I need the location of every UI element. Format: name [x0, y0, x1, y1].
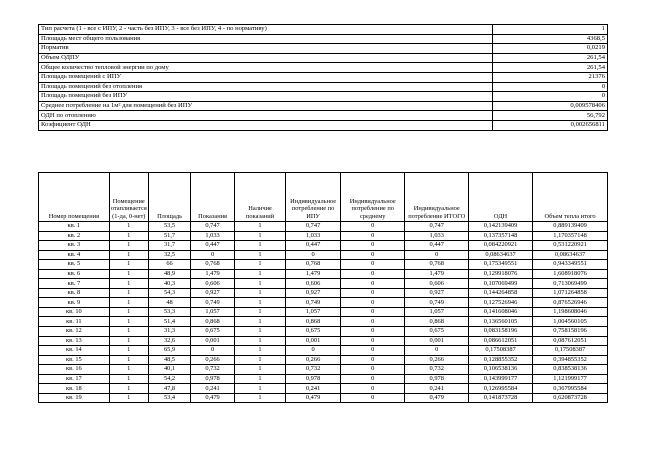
table-cell: кв. 3: [39, 241, 110, 251]
parameter-label: Тип расчета (1 - все с ИПУ, 2 - часть без ИПУ, 3 - все без ИПУ, 4 - по нормативу): [39, 25, 493, 35]
table-cell: 0,17508387: [533, 346, 608, 356]
column-header: Объем тепла итого: [533, 173, 608, 222]
table-cell: 0: [340, 317, 404, 327]
parameter-value: 261,54: [493, 63, 608, 73]
table-header-row: [39, 173, 608, 222]
table-cell: 0,447: [405, 241, 469, 251]
table-cell: 1: [109, 260, 148, 270]
table-row: [39, 327, 608, 337]
table-cell: 1: [234, 327, 285, 337]
table-cell: 1: [234, 231, 285, 241]
table-cell: 47,8: [148, 384, 191, 394]
parameter-label: Норматив: [39, 44, 493, 54]
table-cell: 1: [234, 307, 285, 317]
parameter-value: 21376: [493, 72, 608, 82]
table-cell: 31,7: [148, 241, 191, 251]
table-row: [39, 260, 608, 270]
table-cell: 0,086612051: [468, 336, 532, 346]
table-cell: 0,083158196: [468, 327, 532, 337]
column-header: ОДН: [468, 173, 532, 222]
parameter-row: [39, 82, 608, 92]
table-cell: 0: [405, 346, 469, 356]
table-cell: 1,033: [191, 231, 235, 241]
table-cell: 1: [109, 374, 148, 384]
table-cell: кв. 10: [39, 307, 110, 317]
table-cell: 1: [109, 241, 148, 251]
table-cell: кв. 2: [39, 231, 110, 241]
table-cell: 0,747: [405, 222, 469, 232]
table-cell: 0: [340, 269, 404, 279]
table-cell: 1: [109, 336, 148, 346]
table-cell: 31,3: [148, 327, 191, 337]
table-row: [39, 269, 608, 279]
table-cell: 48: [148, 298, 191, 308]
table-cell: 1,033: [405, 231, 469, 241]
table-cell: кв. 15: [39, 355, 110, 365]
parameter-label: Площадь помещений с ИПУ: [39, 72, 493, 82]
table-cell: кв. 7: [39, 279, 110, 289]
table-cell: 0,927: [191, 288, 235, 298]
parameter-value: 1: [493, 25, 608, 35]
parameter-value: 0,009578406: [493, 101, 608, 111]
table-cell: 0,868: [286, 317, 341, 327]
table-cell: 1,479: [286, 269, 341, 279]
column-header: Индивидуальное потребление по среднему: [340, 173, 404, 222]
table-cell: 0,107069499: [468, 279, 532, 289]
table-cell: 0,978: [286, 374, 341, 384]
table-cell: 1,479: [405, 269, 469, 279]
table-cell: 0,927: [286, 288, 341, 298]
table-cell: 1: [109, 355, 148, 365]
table-cell: 0: [340, 241, 404, 251]
table-cell: 1,170357148: [533, 231, 608, 241]
parameter-label: Объем ОДПУ: [39, 53, 493, 63]
table-row: [39, 222, 608, 232]
table-row: [39, 365, 608, 375]
table-cell: 0,927: [405, 288, 469, 298]
column-header: Индивидуальное потребление по ИПУ: [286, 173, 341, 222]
table-cell: 0,001: [286, 336, 341, 346]
table-cell: 1: [234, 241, 285, 251]
table-row: [39, 279, 608, 289]
table-cell: 1: [234, 288, 285, 298]
table-row: [39, 355, 608, 365]
table-cell: 1: [234, 393, 285, 403]
table-row: [39, 336, 608, 346]
table-cell: 0,175349551: [468, 260, 532, 270]
table-cell: 53,4: [148, 393, 191, 403]
table-cell: 66: [148, 260, 191, 270]
table-cell: 0,08634637: [468, 250, 532, 260]
table-cell: 0,084220921: [468, 241, 532, 251]
table-cell: 1: [234, 279, 285, 289]
table-cell: 0,394855352: [533, 355, 608, 365]
table-cell: кв. 17: [39, 374, 110, 384]
table-cell: 0,675: [405, 327, 469, 337]
table-cell: 0: [340, 374, 404, 384]
table-cell: 0,447: [286, 241, 341, 251]
table-cell: 0: [340, 307, 404, 317]
table-cell: 0,127526946: [468, 298, 532, 308]
table-cell: 1,057: [191, 307, 235, 317]
table-cell: 0,266: [191, 355, 235, 365]
table-cell: 0: [340, 298, 404, 308]
table-row: [39, 317, 608, 327]
table-cell: 0,126995584: [468, 384, 532, 394]
column-header: Помещение отапливается (1-да, 0-нет): [109, 173, 148, 222]
table-cell: 0,128855352: [468, 355, 532, 365]
table-cell: 0,241: [405, 384, 469, 394]
table-cell: 0,531220921: [533, 241, 608, 251]
table-cell: кв. 12: [39, 327, 110, 337]
table-cell: 0: [340, 279, 404, 289]
table-cell: 0,001: [191, 336, 235, 346]
table-cell: кв. 9: [39, 298, 110, 308]
table-row: [39, 250, 608, 260]
column-header: Показания: [191, 173, 235, 222]
table-cell: 0: [340, 231, 404, 241]
parameter-label: ОДН по отоплению: [39, 111, 493, 121]
parameter-label: Площадь помещений без отопления: [39, 82, 493, 92]
table-cell: 0,479: [405, 393, 469, 403]
table-cell: 1: [234, 317, 285, 327]
parameter-row: [39, 63, 608, 73]
parameter-value: 0: [493, 82, 608, 92]
table-cell: 0: [286, 346, 341, 356]
table-cell: кв. 1: [39, 222, 110, 232]
table-cell: 0,479: [191, 393, 235, 403]
table-cell: 0: [340, 365, 404, 375]
table-cell: 0,141608046: [468, 307, 532, 317]
table-cell: 0: [340, 336, 404, 346]
table-cell: 0: [405, 250, 469, 260]
parameter-label: Площадь помещений без ИПУ: [39, 92, 493, 102]
parameter-row: [39, 72, 608, 82]
table-row: [39, 231, 608, 241]
table-cell: 1: [109, 250, 148, 260]
parameter-value: 0,0219: [493, 44, 608, 54]
table-cell: 40,3: [148, 279, 191, 289]
table-cell: 54,2: [148, 374, 191, 384]
table-cell: 0,141873728: [468, 393, 532, 403]
table-cell: 0,241: [286, 384, 341, 394]
table-cell: 0: [340, 260, 404, 270]
table-cell: 1,121999177: [533, 374, 608, 384]
table-cell: 0,129918076: [468, 269, 532, 279]
table-cell: 65,9: [148, 346, 191, 356]
table-cell: 0,241: [191, 384, 235, 394]
table-cell: 1: [109, 365, 148, 375]
table-cell: 0,943349551: [533, 260, 608, 270]
table-cell: 48,5: [148, 355, 191, 365]
table-cell: кв. 11: [39, 317, 110, 327]
table-cell: 1,479: [191, 269, 235, 279]
table-cell: 0: [191, 250, 235, 260]
table-cell: 0,144264858: [468, 288, 532, 298]
column-header: Индивидуальное потребление ИТОГО: [405, 173, 469, 222]
table-row: [39, 384, 608, 394]
parameter-value: 4368,5: [493, 34, 608, 44]
table-cell: 1: [234, 384, 285, 394]
table-cell: 0,978: [405, 374, 469, 384]
table-cell: кв. 18: [39, 384, 110, 394]
table-cell: 0,713069499: [533, 279, 608, 289]
table-cell: 1,198608046: [533, 307, 608, 317]
table-cell: 1: [234, 269, 285, 279]
table-cell: 0,606: [191, 279, 235, 289]
table-cell: 0,868: [191, 317, 235, 327]
table-cell: 1: [109, 298, 148, 308]
table-cell: 0,978: [191, 374, 235, 384]
table-cell: 51,4: [148, 317, 191, 327]
table-cell: 0,732: [286, 365, 341, 375]
table-cell: 0,747: [286, 222, 341, 232]
table-row: [39, 307, 608, 317]
column-header: Номер помещения: [39, 173, 110, 222]
table-cell: 1: [109, 317, 148, 327]
table-cell: кв. 8: [39, 288, 110, 298]
table-cell: 0: [191, 346, 235, 356]
table-cell: 0,142139409: [468, 222, 532, 232]
table-cell: 1: [109, 269, 148, 279]
table-cell: 0,266: [286, 355, 341, 365]
table-cell: 1: [109, 346, 148, 356]
table-cell: 0: [340, 222, 404, 232]
table-cell: 1,071264858: [533, 288, 608, 298]
table-row: [39, 374, 608, 384]
table-row: [39, 298, 608, 308]
table-cell: 1: [109, 279, 148, 289]
parameter-value: 261,54: [493, 53, 608, 63]
table-cell: 1: [109, 288, 148, 298]
parameter-row: [39, 101, 608, 111]
table-cell: 0,137357148: [468, 231, 532, 241]
table-cell: 0,749: [286, 298, 341, 308]
parameter-row: [39, 111, 608, 121]
table-cell: 53,5: [148, 222, 191, 232]
table-cell: кв. 14: [39, 346, 110, 356]
table-cell: 1: [234, 298, 285, 308]
table-cell: 0: [340, 393, 404, 403]
table-cell: 0,675: [191, 327, 235, 337]
table-cell: 1,608918076: [533, 269, 608, 279]
table-cell: 1: [109, 307, 148, 317]
table-cell: 0: [286, 250, 341, 260]
parameter-row: [39, 44, 608, 54]
table-cell: 0,136560105: [468, 317, 532, 327]
table-cell: 0,732: [405, 365, 469, 375]
table-cell: 0: [340, 288, 404, 298]
table-cell: 0,143999177: [468, 374, 532, 384]
table-cell: 0: [340, 327, 404, 337]
table-cell: 1: [234, 365, 285, 375]
table-cell: 1: [109, 222, 148, 232]
table-cell: 1,057: [405, 307, 469, 317]
table-cell: 0,768: [191, 260, 235, 270]
table-row: [39, 393, 608, 403]
table-cell: 1: [234, 374, 285, 384]
table-cell: 0,620873728: [533, 393, 608, 403]
parameter-label: Среднее потребление на 1м² для помещений без ИПУ: [39, 101, 493, 111]
parameter-row: [39, 92, 608, 102]
table-cell: 0,749: [191, 298, 235, 308]
table-cell: кв. 13: [39, 336, 110, 346]
table-cell: 1: [109, 393, 148, 403]
table-cell: 32,5: [148, 250, 191, 260]
table-cell: 0,266: [405, 355, 469, 365]
table-cell: кв. 19: [39, 393, 110, 403]
table-cell: 1: [234, 260, 285, 270]
table-cell: 0,747: [191, 222, 235, 232]
parameter-row: [39, 34, 608, 44]
table-cell: 0,889139409: [533, 222, 608, 232]
table-cell: 1: [109, 384, 148, 394]
parameter-label: Коэфициент ОДН: [39, 120, 493, 130]
table-row: [39, 241, 608, 251]
column-header: Наличие показаний: [234, 173, 285, 222]
table-cell: 0,17508387: [468, 346, 532, 356]
table-cell: 0,479: [286, 393, 341, 403]
table-cell: 1: [234, 222, 285, 232]
table-cell: 0,768: [405, 260, 469, 270]
parameter-label: Площадь мест общего пользования: [39, 34, 493, 44]
table-cell: 0,758158196: [533, 327, 608, 337]
table-cell: 1: [234, 346, 285, 356]
parameter-row: [39, 120, 608, 130]
table-cell: 0,868: [405, 317, 469, 327]
table-cell: 1: [234, 355, 285, 365]
table-cell: 32,6: [148, 336, 191, 346]
table-cell: 0: [340, 384, 404, 394]
table-cell: кв. 4: [39, 250, 110, 260]
table-cell: 0,606: [286, 279, 341, 289]
table-cell: 51,7: [148, 231, 191, 241]
table-cell: 0,838538136: [533, 365, 608, 375]
table-cell: 0,447: [191, 241, 235, 251]
table-cell: 0,876526946: [533, 298, 608, 308]
parameter-value: 0,002656811: [493, 120, 608, 130]
parameter-row: [39, 25, 608, 35]
table-cell: 0,732: [191, 365, 235, 375]
table-cell: 53,3: [148, 307, 191, 317]
table-cell: 1: [234, 336, 285, 346]
table-cell: 0,749: [405, 298, 469, 308]
parameter-value: 56,792: [493, 111, 608, 121]
table-row: [39, 288, 608, 298]
table-cell: 0: [340, 250, 404, 260]
parameter-row: [39, 53, 608, 63]
table-cell: 0,001: [405, 336, 469, 346]
table-cell: 1,033: [286, 231, 341, 241]
table-cell: 0,606: [405, 279, 469, 289]
apartments-table: [38, 172, 608, 403]
table-cell: кв. 6: [39, 269, 110, 279]
parameter-label: Общее количество тепловой энергии по дому: [39, 63, 493, 73]
table-cell: 0,367995584: [533, 384, 608, 394]
column-header: Площадь: [148, 173, 191, 222]
table-row: [39, 346, 608, 356]
table-cell: 0,768: [286, 260, 341, 270]
table-cell: 0,675: [286, 327, 341, 337]
table-cell: 1,057: [286, 307, 341, 317]
table-cell: 1: [234, 250, 285, 260]
table-cell: 1,004560105: [533, 317, 608, 327]
table-cell: 1: [109, 231, 148, 241]
table-cell: 0: [340, 355, 404, 365]
table-cell: 0,08634637: [533, 250, 608, 260]
table-cell: 40,1: [148, 365, 191, 375]
table-cell: кв. 16: [39, 365, 110, 375]
table-cell: кв. 5: [39, 260, 110, 270]
parameters-table: [38, 24, 608, 131]
table-cell: 54,3: [148, 288, 191, 298]
table-cell: 1: [109, 327, 148, 337]
table-cell: 0: [340, 346, 404, 356]
table-cell: 0,087612051: [533, 336, 608, 346]
table-cell: 0,106538136: [468, 365, 532, 375]
table-cell: 48,9: [148, 269, 191, 279]
parameter-value: 0: [493, 92, 608, 102]
